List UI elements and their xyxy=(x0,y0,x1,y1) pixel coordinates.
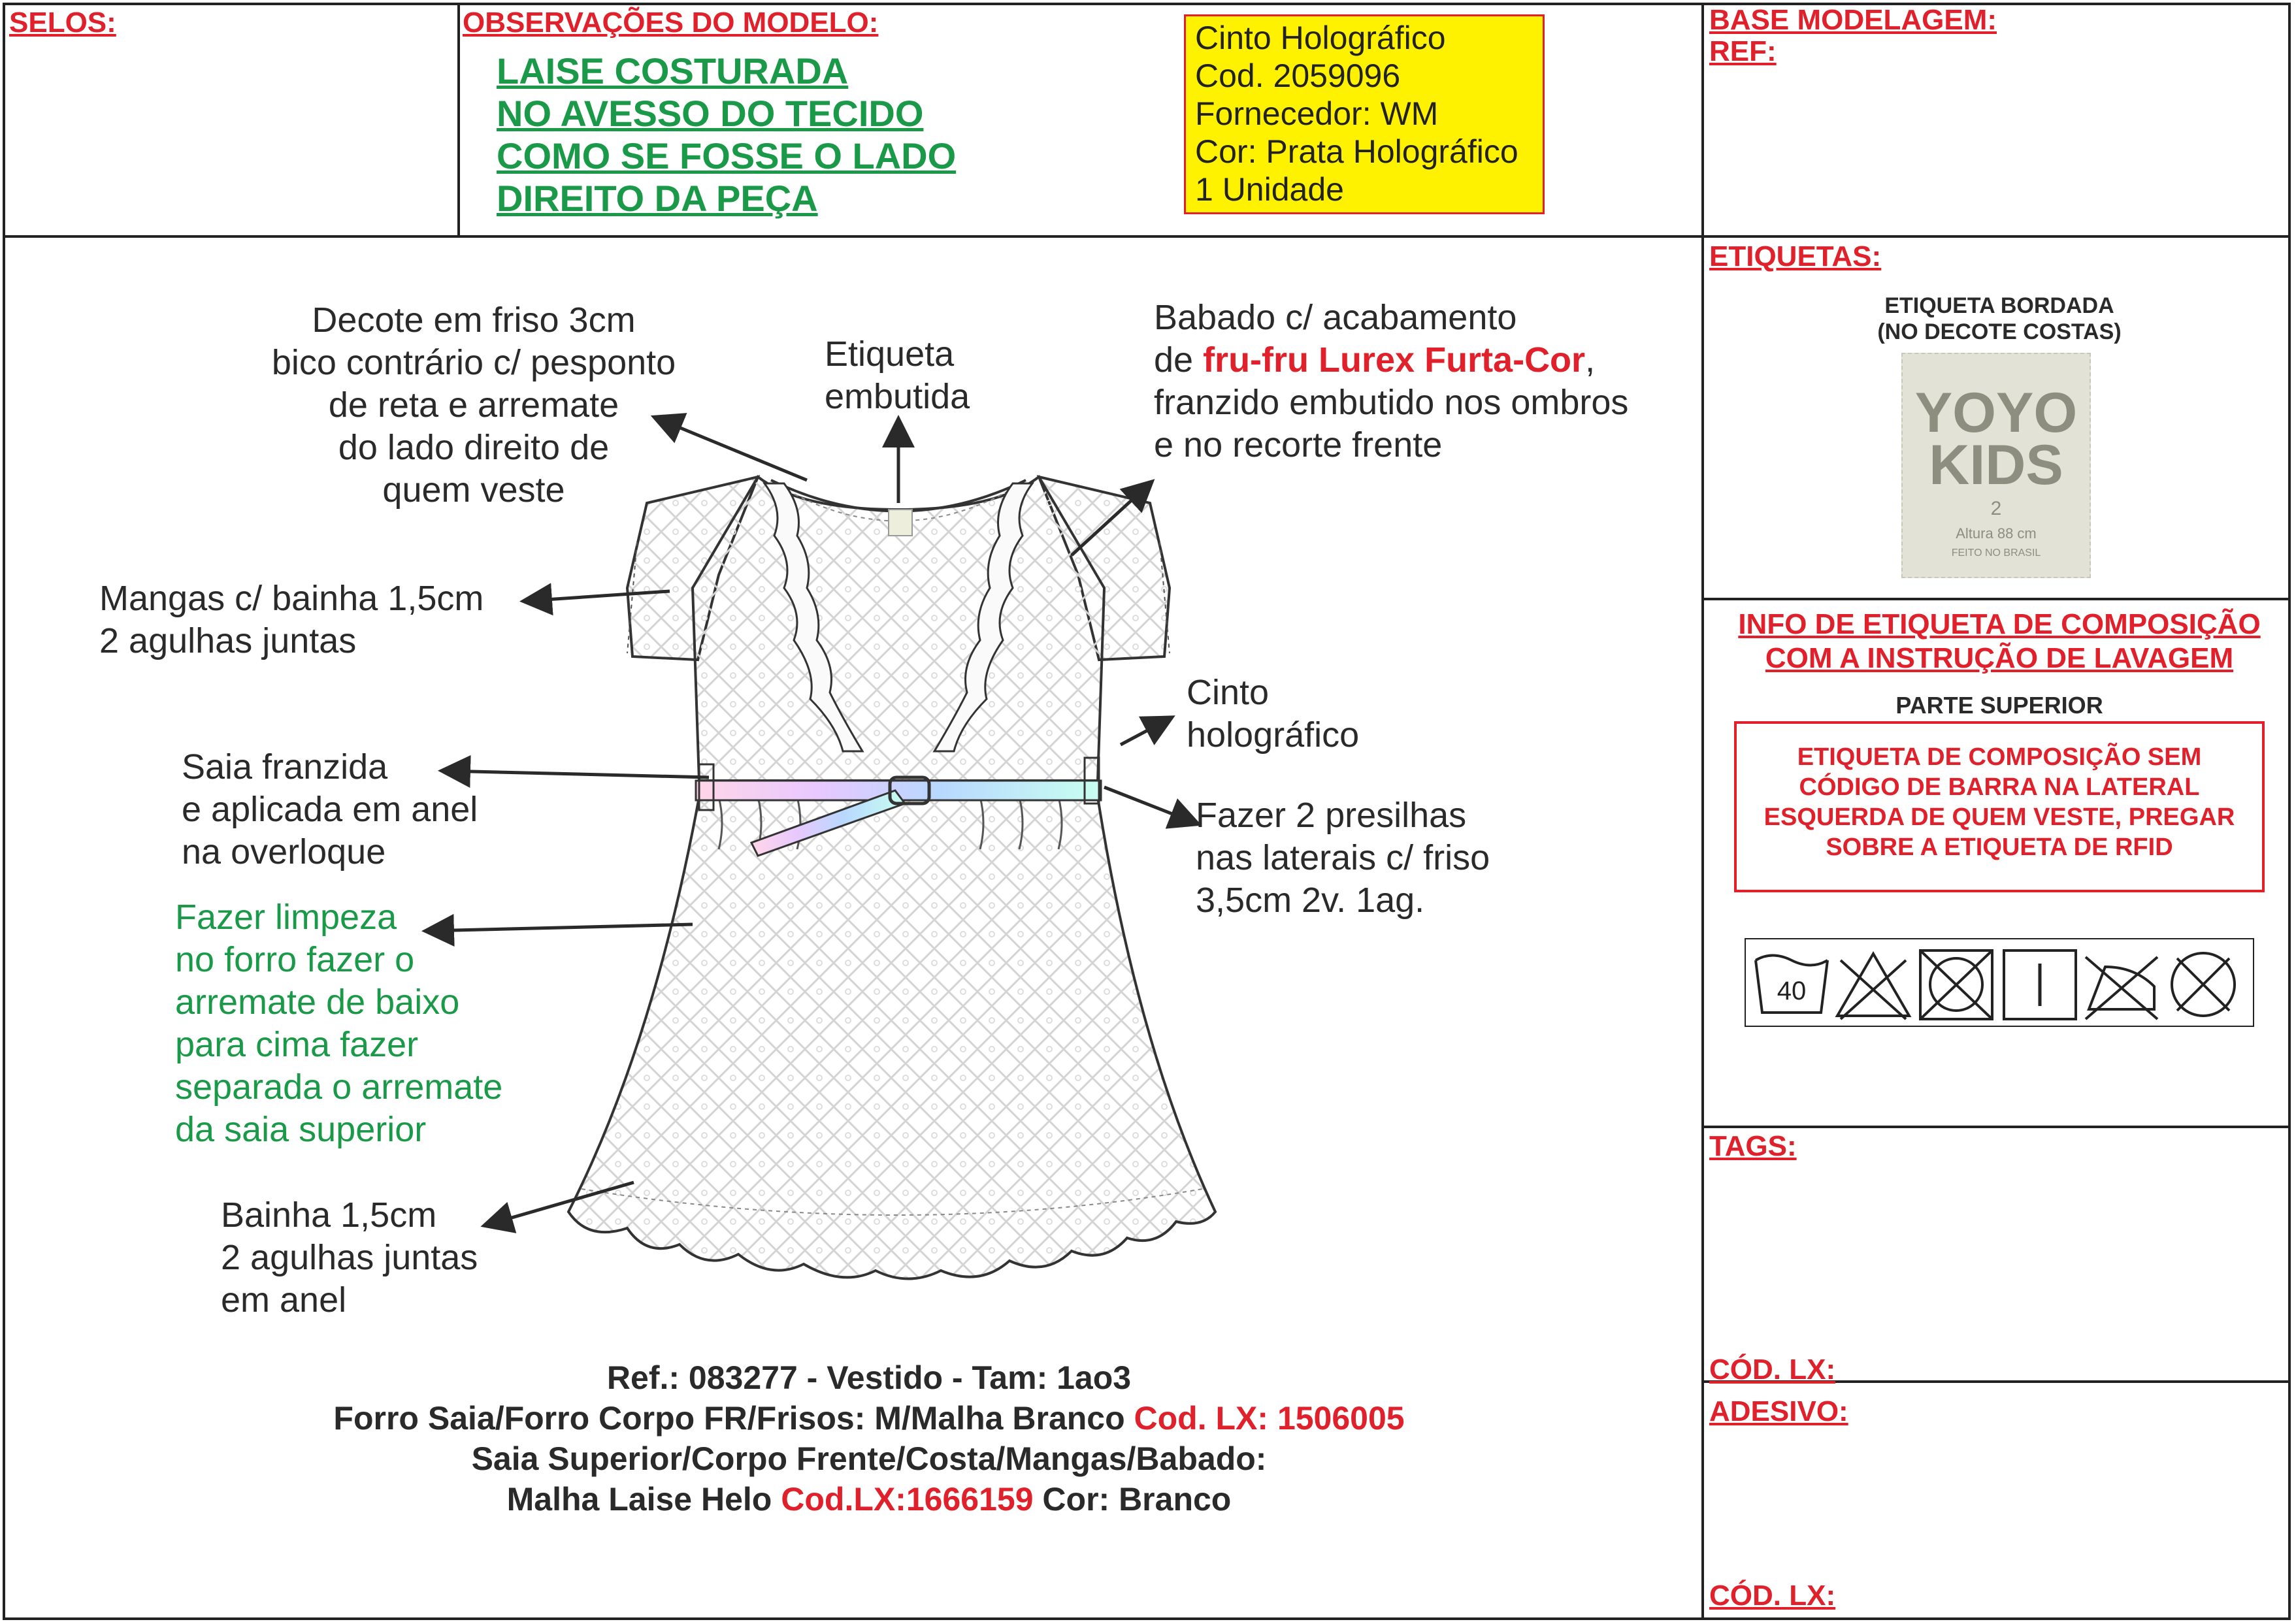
base-modelagem-label: BASE MODELAGEM: xyxy=(1709,4,1997,36)
caption-line: Saia Superior/Corpo Frente/Costa/Mangas/Babado: xyxy=(471,1440,1267,1477)
annotation-limpeza xyxy=(175,896,502,1151)
woven-label-image xyxy=(1901,353,2091,578)
annotation-line: bico contrário c/ pesponto xyxy=(271,343,676,382)
belt-note-line: 1 Unidade xyxy=(1195,171,1344,208)
annotation-line: para cima fazer xyxy=(175,1025,419,1064)
no-dry-clean-icon xyxy=(2172,953,2235,1016)
annotation-line: no forro fazer o xyxy=(175,940,415,979)
caption-code: Cod. LX: 1506005 xyxy=(1134,1400,1405,1437)
annotation-line: e aplicada em anel xyxy=(182,790,478,829)
composicao-line: ESQUERDA DE QUEM VESTE, PREGAR xyxy=(1763,804,2235,831)
annotation-decote xyxy=(248,299,699,512)
highlight-text: fru-fru Lurex Furta-Cor xyxy=(1203,340,1586,380)
annotation-line: separada o arremate xyxy=(175,1067,503,1107)
composicao-line: SOBRE A ETIQUETA DE RFID xyxy=(1826,834,2173,861)
annotation-line: da saia superior xyxy=(175,1110,427,1149)
annotation-line: Cinto xyxy=(1187,673,1270,712)
label-brand-line: YOYO xyxy=(1914,382,2078,444)
obs-line: COMO SE FOSSE O LADO xyxy=(497,135,957,176)
cod-lx-label-2: CÓD. LX: xyxy=(1709,1580,1836,1612)
annotation-line: Decote em friso 3cm xyxy=(312,300,636,340)
annotation-line: 2 agulhas juntas xyxy=(221,1238,478,1277)
composicao-line: ETIQUETA DE COMPOSIÇÃO SEM xyxy=(1797,743,2202,771)
annotation-text: de xyxy=(1154,340,1204,380)
annotation-line: 3,5cm 2v. 1ag. xyxy=(1196,881,1425,920)
product-caption xyxy=(65,1357,1673,1519)
care-symbols xyxy=(1746,939,2253,1026)
obs-label: OBSERVAÇÕES DO MODELO: xyxy=(463,7,879,39)
caption-line xyxy=(65,1398,1673,1438)
no-tumble-dry-icon xyxy=(1920,950,1992,1019)
annotation-line: Fazer 2 presilhas xyxy=(1196,796,1467,835)
skirt xyxy=(568,797,1215,1279)
ref-label: REF: xyxy=(1709,35,1777,67)
annotation-etiqueta xyxy=(825,333,970,418)
annotation-line: holográfico xyxy=(1187,715,1360,755)
svg-text:40: 40 xyxy=(1777,977,1807,1005)
belt-note-line: Cor: Prata Holográfico xyxy=(1195,133,1518,170)
label-size: 2 xyxy=(1990,498,2002,519)
annotation-line xyxy=(1154,339,1628,382)
selos-label: SELOS: xyxy=(9,7,116,39)
annotation-line: Bainha 1,5cm xyxy=(221,1195,437,1235)
annotation-line: Etiqueta xyxy=(825,334,955,374)
adesivo-label: ADESIVO: xyxy=(1709,1395,1848,1427)
parte-superior-label: PARTE SUPERIOR xyxy=(1895,692,2103,719)
annotation-cinto xyxy=(1187,672,1359,756)
belt-note-line: Fornecedor: WM xyxy=(1195,95,1439,132)
annotation-line: na overloque xyxy=(182,832,386,871)
line-dry-icon xyxy=(2004,950,2076,1019)
annotation-line: do lado direito de xyxy=(338,428,610,467)
care-symbols-box xyxy=(1745,938,2254,1027)
wash-40-icon xyxy=(1756,956,1828,1013)
annotation-line: arremate de baixo xyxy=(175,983,460,1022)
caption-text: Cor: Branco xyxy=(1033,1481,1232,1518)
caption-line xyxy=(65,1479,1673,1519)
composicao-box xyxy=(1734,721,2265,892)
obs-line: LAISE COSTURADA xyxy=(497,50,849,91)
annotation-line: Saia franzida xyxy=(182,747,388,787)
annotation-line: quem veste xyxy=(382,470,565,510)
annotation-line: Babado c/ acabamento xyxy=(1154,298,1517,337)
caption-text: Forro Saia/Forro Corpo FR/Frisos: M/Malha Branco xyxy=(333,1400,1134,1437)
annotation-line: e no recorte frente xyxy=(1154,425,1443,464)
info-composicao-label xyxy=(1712,608,2287,675)
note-line: ETIQUETA BORDADA xyxy=(1884,293,2114,318)
annotation-line: nas laterais c/ friso xyxy=(1196,838,1490,877)
belt-note-line: Cinto Holográfico xyxy=(1195,20,1446,56)
annotation-saia xyxy=(182,746,478,873)
no-bleach-icon xyxy=(1837,954,1909,1019)
annotation-line: embutida xyxy=(825,377,970,416)
caption-line: Ref.: 083277 - Vestido - Tam: 1ao3 xyxy=(606,1359,1132,1396)
annotation-mangas xyxy=(99,577,484,662)
label-brand-line: KIDS xyxy=(1929,434,2063,496)
annotation-line: de reta e arremate xyxy=(328,385,619,425)
annotation-bainha xyxy=(221,1194,478,1322)
annotation-line: 2 agulhas juntas xyxy=(99,621,357,660)
etiqueta-bordada-note xyxy=(1712,293,2287,345)
label-made: FEITO NO BRASIL xyxy=(1951,547,2041,559)
annotation-line: franzido embutido nos ombros xyxy=(1154,383,1629,422)
tags-label: TAGS: xyxy=(1709,1130,1797,1162)
annotation-presilhas xyxy=(1196,794,1490,922)
annotation-line: Mangas c/ bainha 1,5cm xyxy=(99,579,484,618)
annotation-babado xyxy=(1154,297,1628,466)
cod-lx-label-1: CÓD. LX: xyxy=(1709,1354,1836,1386)
obs-line: DIREITO DA PEÇA xyxy=(497,178,818,219)
annotation-text: , xyxy=(1585,340,1596,380)
label-height: Altura 88 cm xyxy=(1956,525,2037,542)
obs-line: NO AVESSO DO TECIDO xyxy=(497,93,924,134)
no-iron-icon xyxy=(2086,957,2157,1019)
etiquetas-label: ETIQUETAS: xyxy=(1709,240,1882,272)
annotation-line: em anel xyxy=(221,1280,347,1320)
info-line: COM A INSTRUÇÃO DE LAVAGEM xyxy=(1765,642,2234,674)
annotation-line: Fazer limpeza xyxy=(175,898,397,937)
info-line: INFO DE ETIQUETA DE COMPOSIÇÃO xyxy=(1738,608,2261,640)
caption-text: Malha Laise Helo xyxy=(506,1481,781,1518)
belt-note-line: Cod. 2059096 xyxy=(1195,57,1401,94)
composicao-line: CÓDIGO DE BARRA NA LATERAL xyxy=(1799,773,2200,801)
caption-code: Cod.LX:1666159 xyxy=(781,1481,1034,1518)
note-line: (NO DECOTE COSTAS) xyxy=(1877,319,2122,344)
